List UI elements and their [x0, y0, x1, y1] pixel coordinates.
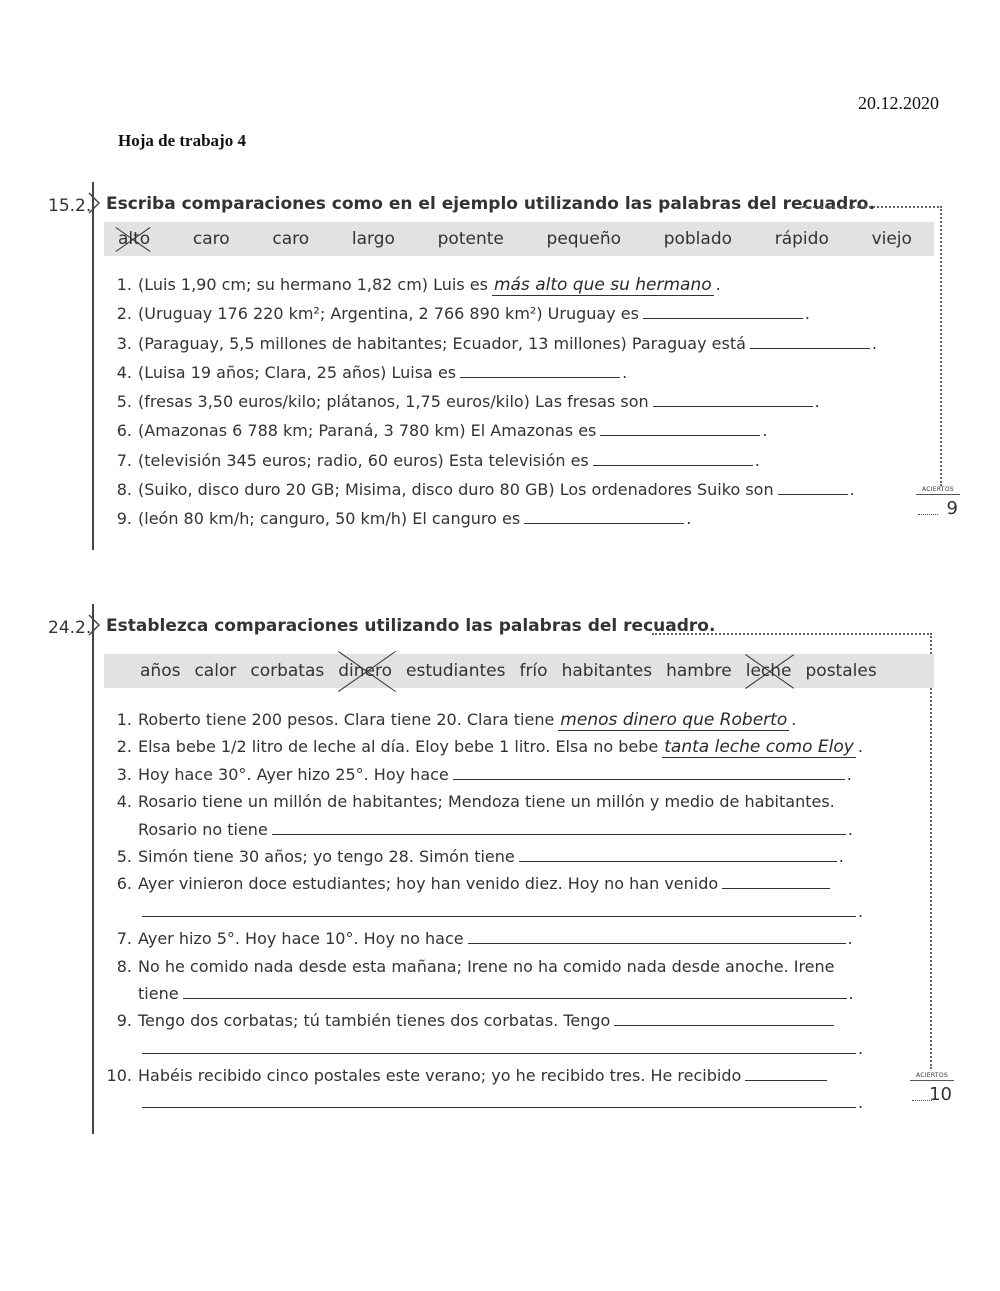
dotted-border-top	[652, 633, 932, 635]
answer-blank[interactable]	[142, 1037, 856, 1054]
item-prompt: Ayer hizo 5°. Hoy hace 10°. Hoy no hace	[138, 929, 464, 949]
answer-text: menos dinero que Roberto	[560, 710, 788, 730]
item-prompt: Hoy hace 30°. Ayer hizo 25°. Hoy hace	[138, 764, 449, 784]
list-item: 4. (Luisa 19 años; Clara, 25 años) Luisa es .	[100, 358, 877, 387]
list-item: 2. (Uruguay 176 220 km²; Argentina, 2 766 890 km²) Uruguay es .	[100, 299, 877, 328]
answer-blank[interactable]	[593, 449, 753, 466]
item-prompt: (Luisa 19 años; Clara, 25 años) Luisa es	[138, 362, 457, 382]
list-item-continuation: .	[100, 898, 863, 925]
date: 20.12.2020	[858, 93, 939, 113]
item-number: 8.	[116, 480, 132, 500]
chevron-right-icon	[88, 192, 100, 214]
exercise-items	[100, 706, 863, 1117]
answer-blank[interactable]	[643, 302, 803, 319]
instruction: Establezca comparaciones utilizando las palabras del recuadro.	[106, 616, 716, 636]
word-box-word: calor	[194, 661, 237, 681]
sheet-title: Hoja de trabajo 4	[118, 131, 246, 150]
list-item: 7. (televisión 345 euros; radio, 60 euros) Esta televisión es .	[100, 446, 877, 475]
item-number: 9.	[116, 509, 132, 529]
item-prompt: Ayer vinieron doce estudiantes; hoy han venido diez. Hoy no han venido	[138, 874, 719, 894]
exercise-24-2	[0, 600, 1000, 1140]
answer-blank[interactable]	[183, 982, 847, 999]
item-prompt: Habéis recibido cinco postales este verano; yo he recibido tres. He recibido	[138, 1066, 742, 1086]
item-prompt: Simón tiene 30 años; yo tengo 28. Simón tiene	[138, 846, 515, 866]
answer-blank[interactable]	[722, 872, 830, 889]
word-box-word: dinero	[338, 661, 392, 681]
item-number: 5.	[116, 846, 132, 866]
item-prompt: Elsa bebe 1/2 litro de leche al día. Eloy bebe 1 litro. Elsa no bebe	[138, 737, 659, 757]
score-total: 9	[946, 498, 958, 519]
chevron-right-icon	[88, 614, 100, 636]
item-number: 6.	[116, 874, 132, 894]
score-label: ACIERTOS	[910, 1072, 954, 1081]
margin-line	[92, 182, 94, 550]
word-box-word: frío	[519, 661, 548, 681]
list-item-continuation: tiene .	[100, 980, 863, 1007]
answer-blank[interactable]	[600, 419, 760, 436]
word-box-word: corbatas	[250, 661, 325, 681]
item-number: 1.	[116, 710, 132, 729]
item-number: 5.	[116, 392, 132, 412]
dotted-border-right	[930, 633, 932, 1069]
exercise-15-2	[0, 178, 1000, 558]
list-item	[100, 788, 863, 815]
word-box-word: rápido	[774, 229, 829, 249]
answer-blank[interactable]	[745, 1064, 827, 1081]
dotted-border-right	[940, 206, 942, 486]
word-box-word: leche	[745, 661, 792, 681]
answer-blank[interactable]	[524, 507, 684, 524]
list-item: 7. Ayer hizo 5°. Hoy hace 10°. Hoy no hace .	[100, 925, 863, 952]
list-item: 3. (Paraguay, 5,5 millones de habitantes; Ecuador, 13 millones) Paraguay está .	[100, 329, 877, 358]
item-number: 8.	[116, 956, 132, 976]
item-number: 3.	[116, 764, 132, 784]
word-box-word: postales	[805, 661, 877, 681]
word-box-word: caro	[272, 229, 310, 249]
answer-blank[interactable]	[778, 478, 848, 495]
answer-blank[interactable]	[468, 927, 846, 944]
word-box-word: hambre	[666, 661, 732, 681]
exercise-number: 15.2.	[48, 196, 92, 216]
item-prompt: Rosario no tiene	[138, 819, 268, 839]
list-item: 2. Elsa bebe 1/2 litro de leche al día. Eloy bebe 1 litro. Elsa no bebe tanta leche como Eloy .	[100, 733, 863, 760]
score-total: 10	[929, 1084, 952, 1105]
list-item: 5. (fresas 3,50 euros/kilo; plátanos, 1,75 euros/kilo) Las fresas son .	[100, 387, 877, 416]
exercise-items	[100, 270, 877, 534]
list-item	[100, 1062, 863, 1089]
margin-line	[92, 604, 94, 1134]
word-box-word: alto	[118, 229, 151, 249]
score-box	[916, 484, 958, 528]
answer-text: tanta leche como Eloy	[664, 737, 854, 758]
answer-blank[interactable]	[653, 390, 813, 407]
list-item: 1. Roberto tiene 200 pesos. Clara tiene 20. Clara tiene menos dinero que Roberto .	[100, 706, 863, 733]
item-number: 4.	[116, 362, 132, 382]
list-item	[100, 870, 863, 897]
list-item: 3. Hoy hace 30°. Ayer hizo 25°. Hoy hace .	[100, 761, 863, 788]
item-prompt: tiene	[138, 983, 179, 1003]
item-prompt: Rosario tiene un millón de habitantes; Mendoza tiene un millón y medio de habitantes.	[138, 792, 835, 812]
answer-blank[interactable]	[142, 900, 856, 917]
item-number: 1.	[116, 275, 132, 294]
word-box-word: pequeño	[546, 229, 621, 249]
list-item: 8. (Suiko, disco duro 20 GB; Misima, disco duro 80 GB) Los ordenadores Suiko son .	[100, 475, 877, 504]
item-prompt: (Suiko, disco duro 20 GB; Misima, disco duro 80 GB) Los ordenadores Suiko son	[138, 480, 774, 500]
item-prompt: (televisión 345 euros; radio, 60 euros) Esta televisión es	[138, 450, 589, 470]
list-item-continuation: .	[100, 1035, 863, 1062]
answer-blank[interactable]	[460, 361, 620, 378]
word-box-word: poblado	[663, 229, 733, 249]
answer-blank[interactable]	[272, 818, 846, 835]
item-prompt: (fresas 3,50 euros/kilo; plátanos, 1,75 euros/kilo) Las fresas son	[138, 392, 649, 412]
item-number: 9.	[116, 1011, 132, 1031]
word-box-word: años	[140, 661, 181, 681]
answer-blank[interactable]	[750, 332, 870, 349]
word-box-word: largo	[351, 229, 395, 249]
score-box	[910, 1070, 952, 1114]
word-box-word: potente	[437, 229, 504, 249]
answer-blank[interactable]	[453, 763, 845, 780]
list-item: 9. (león 80 km/h; canguro, 50 km/h) El canguro es .	[100, 504, 877, 533]
item-number: 6.	[116, 421, 132, 441]
item-prompt: (Uruguay 176 220 km²; Argentina, 2 766 890 km²) Uruguay es	[138, 304, 639, 324]
list-item: 1. (Luis 1,90 cm; su hermano 1,82 cm) Luis es más alto que su hermano .	[100, 270, 877, 299]
list-item: 5. Simón tiene 30 años; yo tengo 28. Simón tiene .	[100, 843, 863, 870]
item-number: 10.	[106, 1066, 132, 1086]
item-prompt: No he comido nada desde esta mañana; Irene no ha comido nada desde anoche. Irene	[138, 956, 835, 976]
item-number: 2.	[116, 304, 132, 324]
item-prompt: (Luis 1,90 cm; su hermano 1,82 cm) Luis es	[138, 275, 488, 294]
score-label: ACIERTOS	[916, 486, 960, 495]
list-item	[100, 1007, 863, 1034]
list-item-continuation: .	[100, 1089, 863, 1116]
item-prompt: (Paraguay, 5,5 millones de habitantes; Ecuador, 13 millones) Paraguay está	[138, 333, 746, 353]
word-box	[104, 654, 934, 688]
item-prompt: Roberto tiene 200 pesos. Clara tiene 20. Clara tiene	[138, 710, 555, 729]
word-box-word: habitantes	[561, 661, 653, 681]
answer-blank[interactable]	[614, 1009, 834, 1026]
dotted-border-top	[802, 206, 942, 208]
answer-text: más alto que su hermano	[493, 275, 712, 295]
answer-blank[interactable]	[519, 845, 837, 862]
item-prompt: (león 80 km/h; canguro, 50 km/h) El canguro es	[138, 509, 521, 529]
word-box-word: estudiantes	[406, 661, 506, 681]
word-box-word: caro	[192, 229, 230, 249]
item-number: 2.	[116, 737, 132, 757]
word-box	[104, 222, 934, 256]
item-number: 7.	[116, 450, 132, 470]
list-item-continuation: Rosario no tiene .	[100, 816, 863, 843]
list-item: 6. (Amazonas 6 788 km; Paraná, 3 780 km) El Amazonas es .	[100, 416, 877, 445]
list-item	[100, 953, 863, 980]
item-prompt: Tengo dos corbatas; tú también tienes dos corbatas. Tengo	[138, 1011, 611, 1031]
answer-blank[interactable]	[142, 1091, 856, 1108]
instruction: Escriba comparaciones como en el ejemplo utilizando las palabras del recuadro.	[106, 194, 875, 214]
item-number: 7.	[116, 929, 132, 949]
exercise-number: 24.2.	[48, 618, 92, 638]
item-number: 4.	[116, 792, 132, 812]
item-number: 3.	[116, 333, 132, 353]
score-input[interactable]	[918, 514, 938, 515]
word-box-word: viejo	[871, 229, 912, 249]
item-prompt: (Amazonas 6 788 km; Paraná, 3 780 km) El Amazonas es	[138, 421, 597, 441]
